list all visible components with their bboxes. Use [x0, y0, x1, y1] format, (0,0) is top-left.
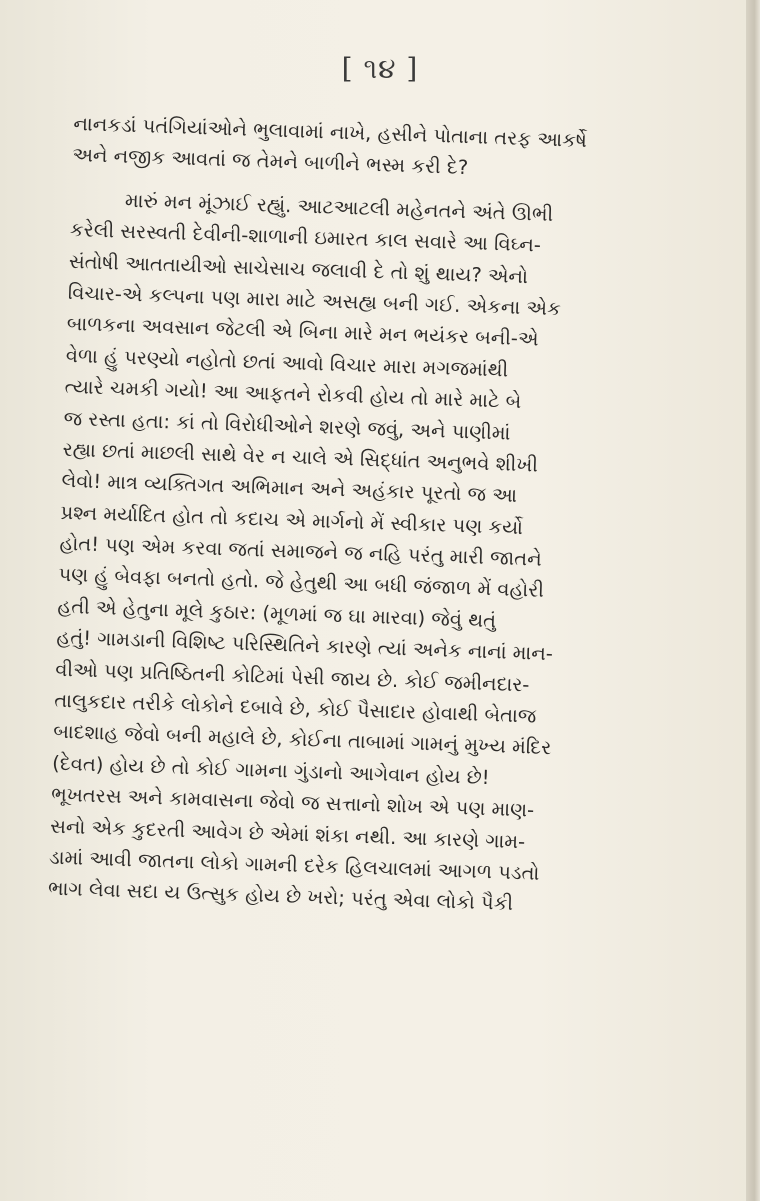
text-line: લેવો! માત્ર વ્યક્તિગત અભિમાન અને અહંકાર પૂરતો જ આ	[61, 469, 518, 508]
text-line: તાલુકદાર તરીકે લોકોને દબાવે છે, કોઈ પૈસાદાર હોવાથી બેતાજ	[53, 688, 537, 728]
text-line: જ રસ્તા હતા: કાં તો વિરોધીઓને શરણે જવું, અને પાણીમાં	[63, 406, 511, 445]
text-line: નાનકડાં પતંગિયાંઓને ભુલાવામાં નાખે, હસીને પોતાના તરફ આકર્ષે	[73, 111, 588, 153]
text-line: ભૂખતરસ અને કામવાસના જેવો જ સત્તાનો શોખ એ પણ માણ-	[50, 782, 535, 822]
text-line: ભાગ લેવા સદા ય ઉત્સુક હોય છે ખરો; પરંતુ એવા લોકો પૈકી	[47, 876, 514, 916]
text-line: વેળા હું પરણ્યો નહોતો છતાં આવો વિચાર મારા મગજમાંથી	[65, 343, 509, 382]
text-line: મારું મન મૂંઝાઈ રહ્યું. આટઆટલી મહેનતને અંતે ઊભી	[124, 188, 554, 226]
body-text	[48, 108, 722, 926]
text-line: બાદશાહ જેવો બની મહાલે છે, કોઈના તાબામાં ગામનું મુખ્ય મંદિર	[52, 720, 552, 760]
text-line: ડામાં આવી જાતના લોકો ગામની દરેક હિલચાલમાં આગળ પડતો	[48, 845, 540, 885]
text-line: ત્યારે ચમકી ગયો! આ આફતને રોકવી હોય તો મારે માટે બે	[64, 374, 522, 414]
text-line: સંતોષી આતતાયીઓ સાચેસાચ જલાવી દે તો શું થાય? એનો	[68, 249, 529, 288]
text-line: રહ્યા છતાં માછલી સાથે વેર ન ચાલે એ સિદ્ધાંત અનુભવે શીખી	[62, 437, 539, 477]
text-line: કરેલી સરસ્વતી દેવીની-શાળાની ઇમારત કાલ સવારે આ વિઘ્ન-	[69, 218, 542, 257]
page-number: [ ૧૪ ]	[341, 52, 419, 85]
text-line: વીઓ પણ પ્રતિષ્ઠિતની કોટિમાં પેસી જાય છે. કોઈ જમીનદાર-	[55, 657, 530, 697]
text-line: સનો એક કુદરતી આવેગ છે એમાં શંકા નથી. આ કારણે ગામ-	[49, 814, 526, 853]
text-line: પણ હું બેવફા બનતો હતો. જે હેતુથી આ બધી જંજાળ મેં વહોરી	[58, 563, 545, 603]
text-line: હતી એ હેતુના મૂલે કુઠાર: (મૂળમાં જ ઘા મારવા) જેવું થતું	[57, 594, 497, 633]
text-line: અને નજીક આવતાં જ તેમને બાળીને ભસ્મ કરી દે?	[72, 143, 469, 180]
text-line: હોત! પણ એમ કરવા જતાં સમાજને જ નહિ પરંતુ મારી જાતને	[59, 531, 543, 571]
text-line: (દેવત) હોય છે તો કોઈ ગામના ગુંડાનો આગેવાન હોય છે!	[51, 751, 490, 789]
text-line: પ્રશ્ન મર્યાદિત હોત તો કદાચ એ માર્ગનો મેં સ્વીકાર પણ કર્યો	[60, 500, 524, 539]
page-edge-shadow	[746, 0, 760, 1201]
text-line: વિચાર-એ કલ્પના પણ મારા માટે અસહ્ય બની ગઈ. એકના એક	[67, 280, 562, 321]
text-line: હતું! ગામડાની વિશિષ્ટ પરિસ્થિતિને કારણે ત્યાં અનેક નાનાં માન-	[56, 625, 554, 666]
text-line: બાળકના અવસાન જેટલી એ બિના મારે મન ભયંકર બની-એ	[66, 312, 539, 351]
